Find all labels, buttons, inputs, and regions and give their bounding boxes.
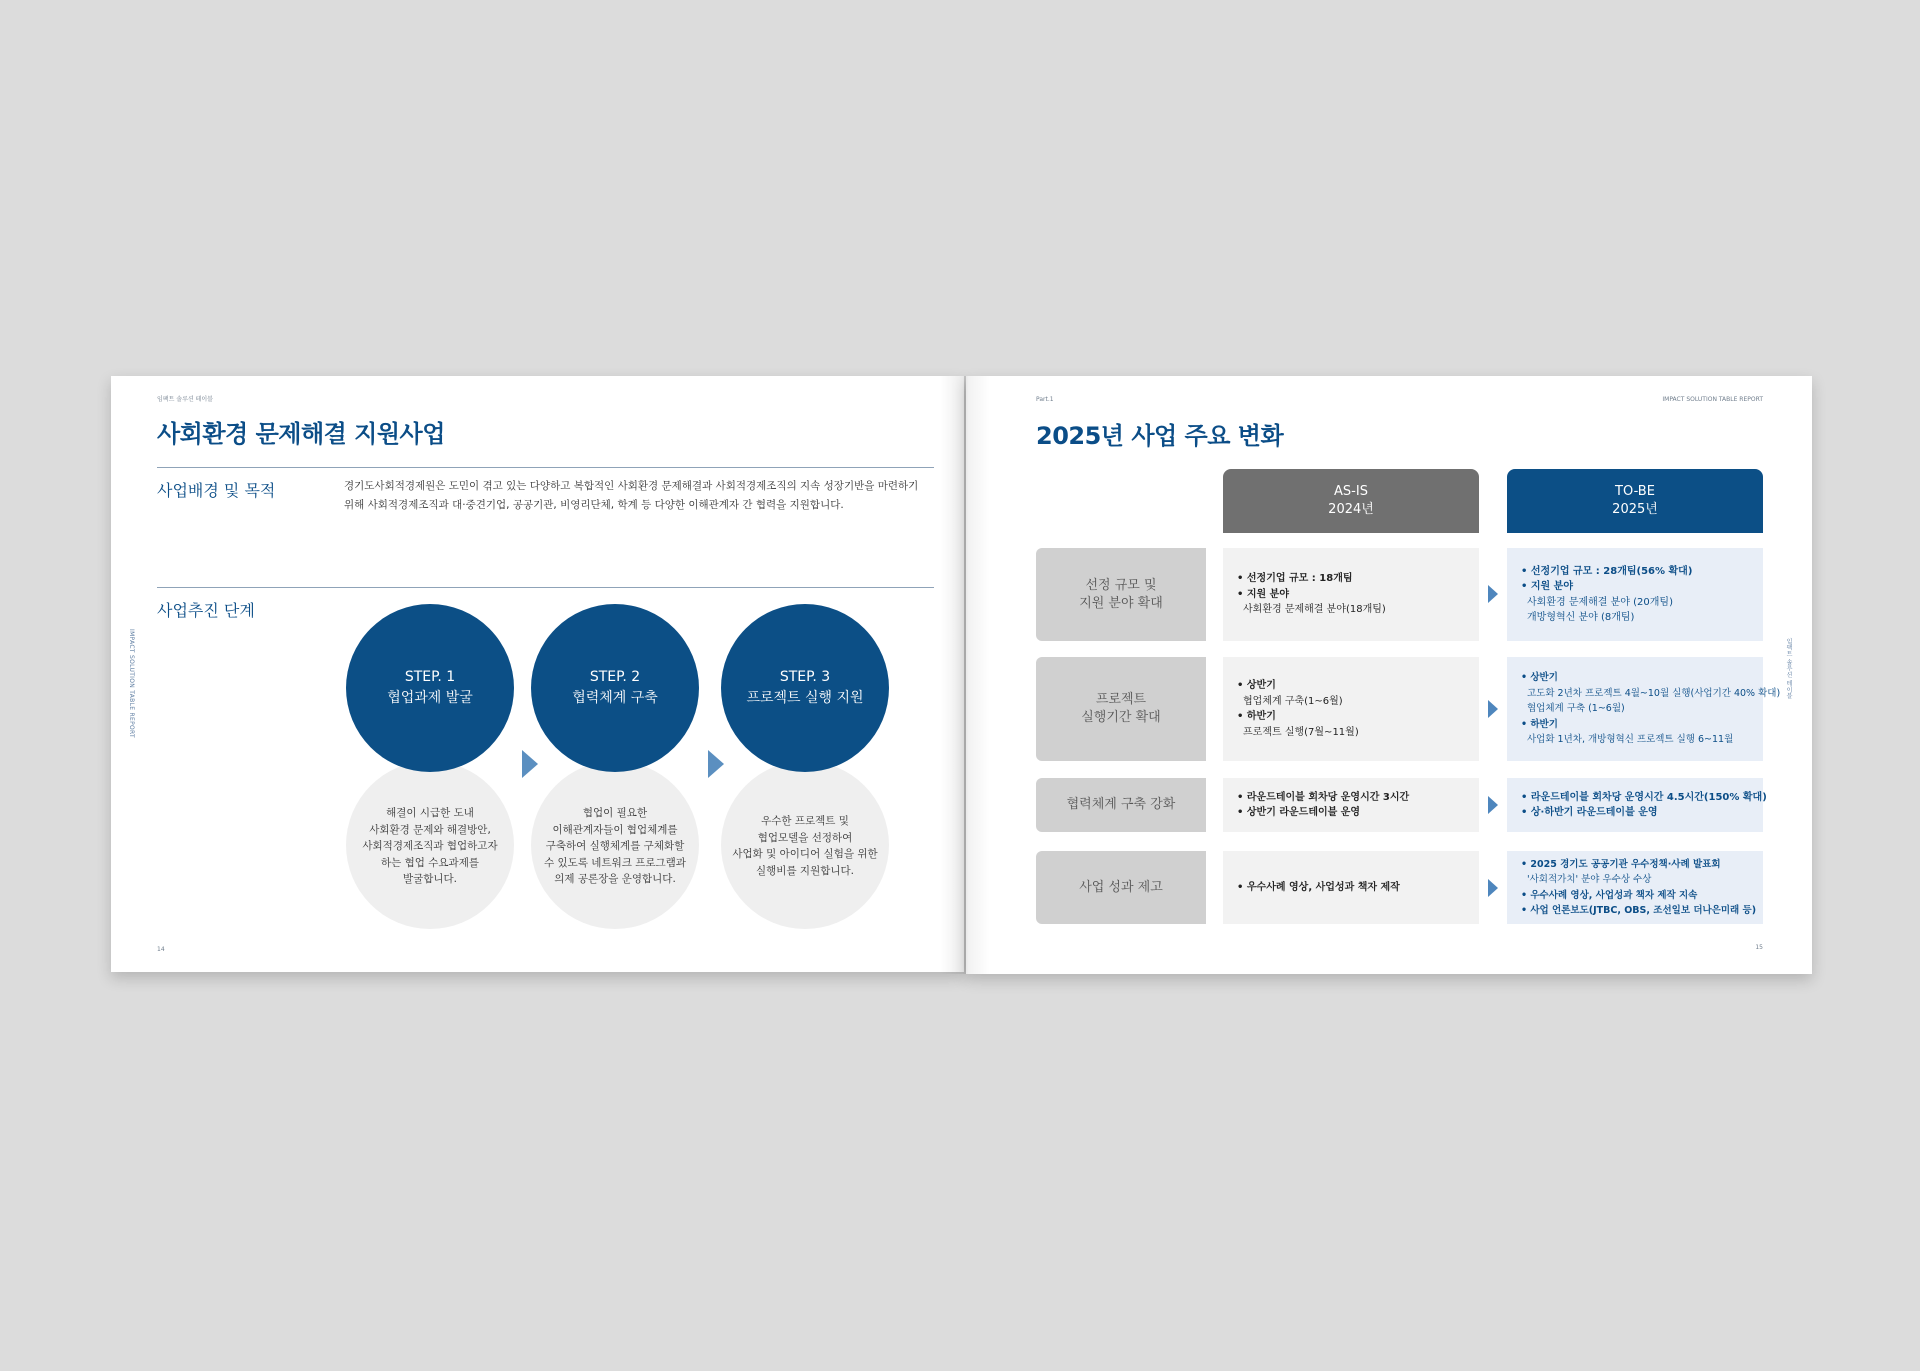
row-label-period [1036, 657, 1206, 761]
cell-line: 개방형혁신 분야 (8개팀) [1527, 612, 1635, 623]
asis-label: AS-IS [1334, 484, 1368, 499]
tobe-label: TO-BE [1615, 484, 1655, 499]
cell-line: • 선정기업 규모 : 28개팀(56% 확대) [1521, 565, 1693, 577]
step-3-name: 프로젝트 실행 지원 [746, 690, 864, 706]
cell-line: 협업체계 구축 (1~6월) [1527, 703, 1625, 715]
row-label-line: 협력체계 구축 강화 [1066, 797, 1176, 812]
step-desc-line: 사업화 및 아이디어 실험을 위한 [732, 848, 878, 860]
step-2-description [531, 761, 699, 929]
cell-line: • 라운드테이블 회차당 운영시간 3시간 [1237, 791, 1410, 803]
row-label-line: 지원 분야 확대 [1079, 595, 1163, 611]
row-label-performance [1036, 851, 1206, 924]
step-desc-line: 구축하여 실행체계를 구체화할 [545, 840, 685, 852]
step-desc-line: 우수한 프로젝트 및 [761, 815, 849, 827]
row-label-line: 선정 규모 및 [1085, 577, 1157, 593]
cell-line: • 상반기 [1237, 680, 1276, 691]
left-page [111, 376, 964, 972]
cell-line: • 하반기 [1237, 711, 1276, 722]
cell-line: 사회환경 문제해결 분야(18개팀) [1243, 604, 1386, 616]
step-2-circle [531, 604, 699, 772]
step-desc-line: 의제 공론장을 운영합니다. [554, 873, 676, 885]
cell-line: • 선정기업 규모 : 18개팀 [1237, 573, 1353, 585]
step-3-circle [721, 604, 889, 772]
vertical-report-title: 임팩트 솔루션 테이블 [1785, 638, 1792, 700]
row-label-scale [1036, 548, 1206, 641]
tobe-cell-performance [1507, 851, 1763, 924]
step-1-name: 협업과제 발굴 [387, 690, 473, 706]
step-arrow-icon [708, 750, 724, 778]
step-desc-line: 하는 협업 수요과제를 [381, 856, 479, 869]
asis-cell-cooperation [1223, 778, 1479, 832]
step-desc-line: 사회적경제조직과 협업하고자 [362, 840, 498, 852]
tobe-cell-period [1507, 657, 1781, 761]
cell-line: • 우수사례 영상, 사업성과 책자 제작 지속 [1521, 889, 1698, 901]
row-arrow-icon [1488, 796, 1498, 814]
cell-line: '사회적가치' 분야 우수상 수상 [1527, 874, 1652, 885]
tobe-cell-cooperation [1507, 778, 1767, 832]
cell-line: • 라운드테이블 회차당 운영시간 4.5시간(150% 확대) [1521, 791, 1767, 803]
asis-cell-scale [1223, 548, 1479, 641]
running-head-right: IMPACT SOLUTION TABLE REPORT [1662, 396, 1763, 403]
step-desc-line: 해결이 시급한 도내 [386, 807, 474, 819]
step-desc-line: 실행비를 지원합니다. [756, 864, 854, 877]
step-1-number: STEP. 1 [404, 669, 456, 685]
divider [157, 587, 934, 588]
purpose-text [344, 477, 944, 515]
right-page [966, 376, 1812, 974]
asis-cell-performance [1223, 851, 1479, 924]
page-number: 14 [157, 946, 165, 953]
cell-line: • 지원 분야 [1521, 581, 1573, 592]
step-desc-line: 협업모델을 선정하여 [757, 831, 853, 844]
tobe-cell-scale [1507, 548, 1763, 641]
step-desc-line: 사회환경 문제와 해결방안, [369, 823, 491, 836]
running-head-left: Part.1 [1036, 396, 1054, 403]
asis-year: 2024년 [1328, 502, 1374, 517]
cell-line: • 상·하반기 라운드테이블 운영 [1521, 807, 1658, 818]
step-3-description [721, 761, 889, 929]
purpose-line: 위해 사회적경제조직과 대·중견기업, 공공기관, 비영리단체, 학계 등 다양한 이해관계자 간 협력을 지원합니다. [344, 499, 844, 511]
cell-line: • 상반기 라운드테이블 운영 [1237, 807, 1361, 818]
tobe-year: 2025년 [1612, 502, 1658, 517]
row-label-cooperation [1036, 778, 1206, 832]
step-1-description [346, 761, 514, 929]
step-3-number: STEP. 3 [779, 669, 831, 685]
purpose-line: 경기도사회적경제원은 도민이 겪고 있는 다양하고 복합적인 사회환경 문제해결과 사회적경제조직의 지속 성장기반을 마련하기 [344, 480, 919, 492]
row-arrow-icon [1488, 879, 1498, 897]
cell-line: 고도화 2년차 프로젝트 4월~10월 실행(사업기간 40% 확대) [1527, 687, 1781, 699]
step-desc-line: 발굴합니다. [402, 873, 458, 885]
page-number: 15 [1755, 944, 1763, 951]
row-arrow-icon [1488, 700, 1498, 718]
cell-line: 사업화 1년차, 개방형혁신 프로젝트 실행 6~11월 [1527, 734, 1734, 746]
step-desc-line: 협업이 필요한 [582, 807, 648, 819]
page-title: 2025년 사업 주요 변화 [1036, 422, 1284, 450]
step-2-number: STEP. 2 [589, 669, 641, 685]
step-desc-line: 이해관계자들이 협업체계를 [552, 823, 678, 836]
cell-line: • 2025 경기도 공공기관 우수정책·사례 발표회 [1521, 858, 1721, 870]
cell-line: 사회환경 문제해결 분야 (20개팀) [1527, 596, 1673, 608]
row-arrow-icon [1488, 585, 1498, 603]
section-label-purpose: 사업배경 및 목적 [157, 481, 276, 500]
step-2-name: 협력체계 구축 [572, 690, 658, 706]
running-head: 임팩트 솔루션 테이블 [157, 396, 213, 403]
cell-line: • 하반기 [1521, 718, 1558, 730]
row-label-line: 사업 성과 제고 [1079, 879, 1163, 895]
asis-cell-period [1223, 657, 1479, 761]
cell-line: • 우수사례 영상, 사업성과 책자 제작 [1237, 881, 1400, 893]
cell-line: • 상반기 [1521, 672, 1558, 684]
cell-line: 프로젝트 실행(7월~11월) [1243, 726, 1359, 738]
cell-line: 협업체계 구축(1~6월) [1243, 695, 1343, 707]
step-arrow-icon [522, 750, 538, 778]
divider [157, 467, 934, 468]
section-label-steps: 사업추진 단계 [157, 601, 255, 620]
tobe-header [1507, 469, 1763, 533]
row-label-line: 프로젝트 [1095, 692, 1147, 707]
cell-line: • 지원 분야 [1237, 588, 1289, 600]
asis-header [1223, 469, 1479, 533]
row-label-line: 실행기간 확대 [1081, 710, 1161, 725]
cell-line: • 사업 언론보도(JTBC, OBS, 조선일보 더나은미래 등) [1521, 905, 1757, 916]
step-desc-line: 수 있도록 네트워크 프로그램과 [544, 856, 686, 869]
vertical-report-title: IMPACT SOLUTION TABLE REPORT [128, 629, 135, 739]
page-title: 사회환경 문제해결 지원사업 [157, 420, 445, 448]
step-1-circle [346, 604, 514, 772]
